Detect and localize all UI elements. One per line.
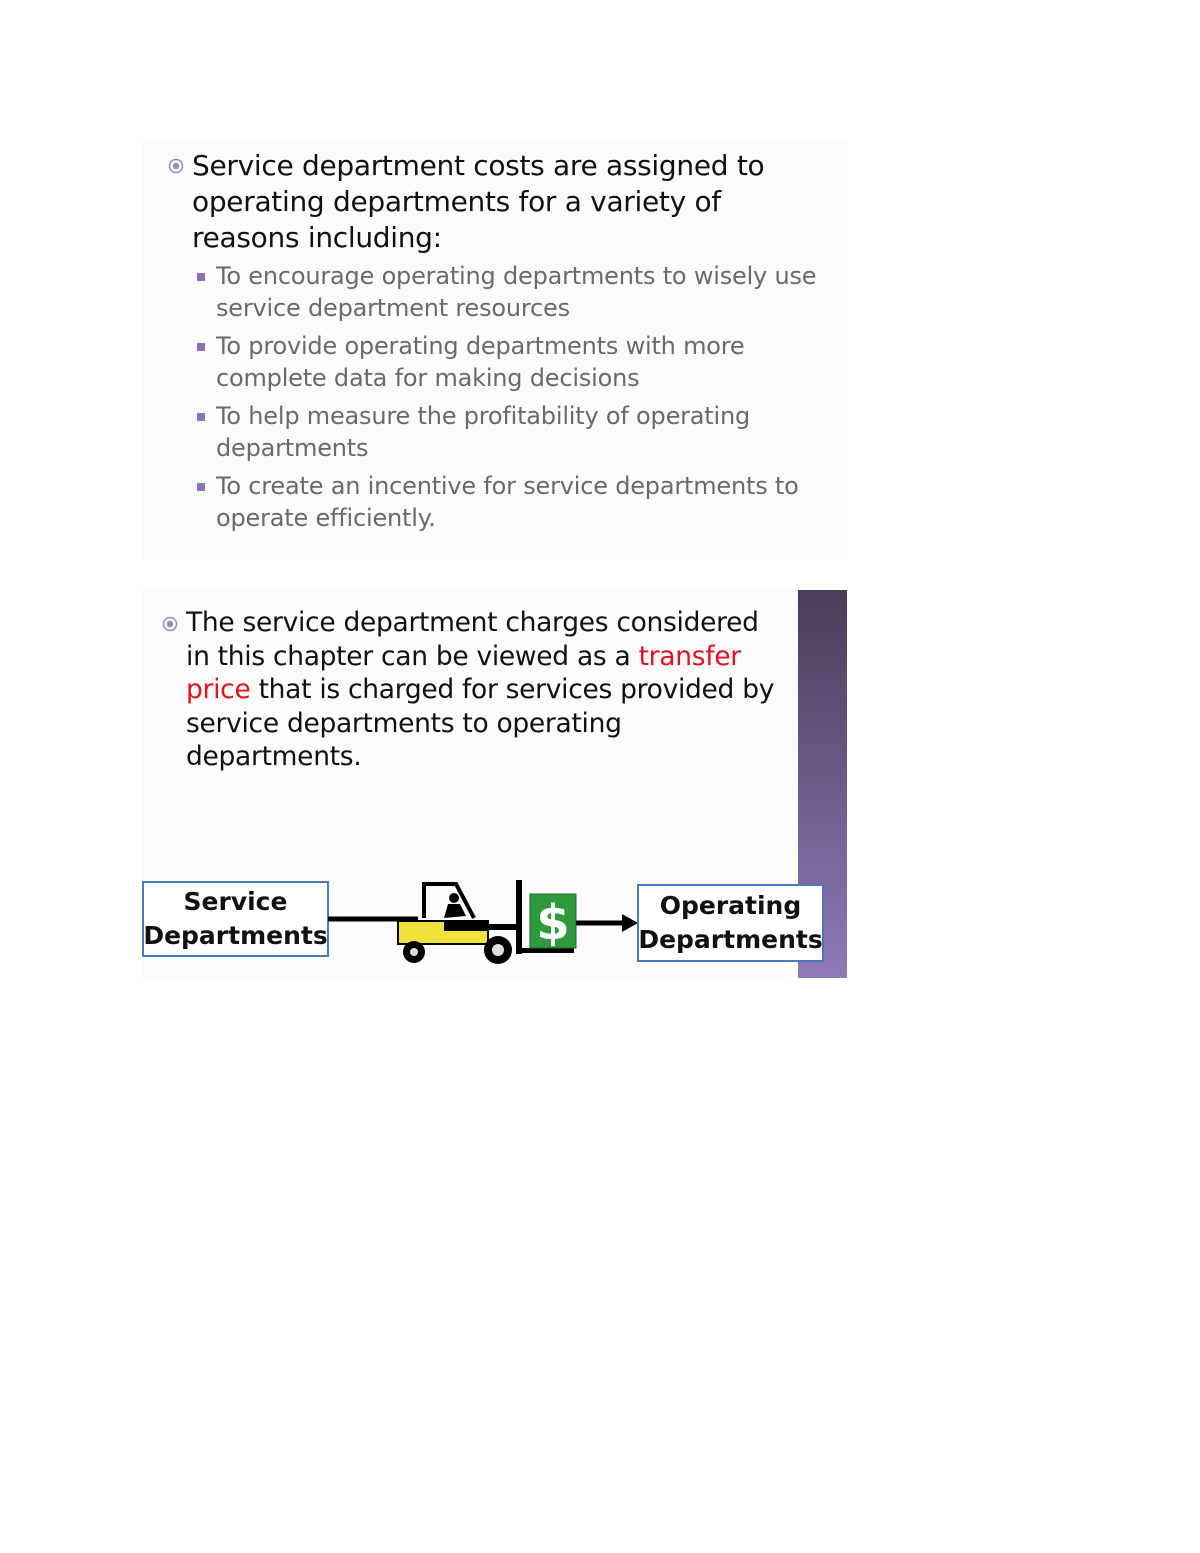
transfer-price-highlight: transfer price <box>186 640 741 705</box>
list-item-text: To provide operating departments with more complete data for making decisions <box>216 332 745 392</box>
main-bullet <box>168 148 808 256</box>
service-departments-label: Service Departments <box>143 887 328 950</box>
operating-departments-box <box>637 884 824 962</box>
square-bullet-icon <box>197 413 205 421</box>
list-item <box>194 400 834 464</box>
text-after: that is charged for services provided by service departments to operating departments. <box>186 674 775 772</box>
square-bullet-icon <box>197 343 205 351</box>
text-before: The service department charges considered in this chapter can be viewed as a <box>186 607 759 672</box>
list-item <box>194 470 834 534</box>
main-bullet-text: Service department costs are assigned to operating departments for a variety of reasons including: <box>192 149 765 254</box>
arrow-head-icon <box>622 914 638 932</box>
flow-diagram <box>328 872 640 968</box>
list-item-text: To create an incentive for service departments to operate efficiently. <box>216 472 799 532</box>
main-bullet <box>162 606 782 774</box>
dollar-symbol: $ <box>536 895 570 951</box>
slide-transfer-price <box>142 590 847 978</box>
slide-reasons <box>142 140 847 560</box>
circle-dot-icon <box>162 616 178 632</box>
reasons-list <box>194 260 834 540</box>
square-bullet-icon <box>197 273 205 281</box>
list-item-text: To encourage operating departments to wisely use service department resources <box>216 262 817 322</box>
square-bullet-icon <box>197 483 205 491</box>
list-item <box>194 330 834 394</box>
list-item <box>194 260 834 324</box>
circle-dot-icon <box>168 158 184 174</box>
operating-departments-label: Operating Departments <box>638 891 823 954</box>
main-bullet-text <box>186 606 782 774</box>
list-item-text: To help measure the profitability of operating departments <box>216 402 751 462</box>
dollar-icon <box>530 894 576 951</box>
service-departments-box <box>142 881 329 957</box>
